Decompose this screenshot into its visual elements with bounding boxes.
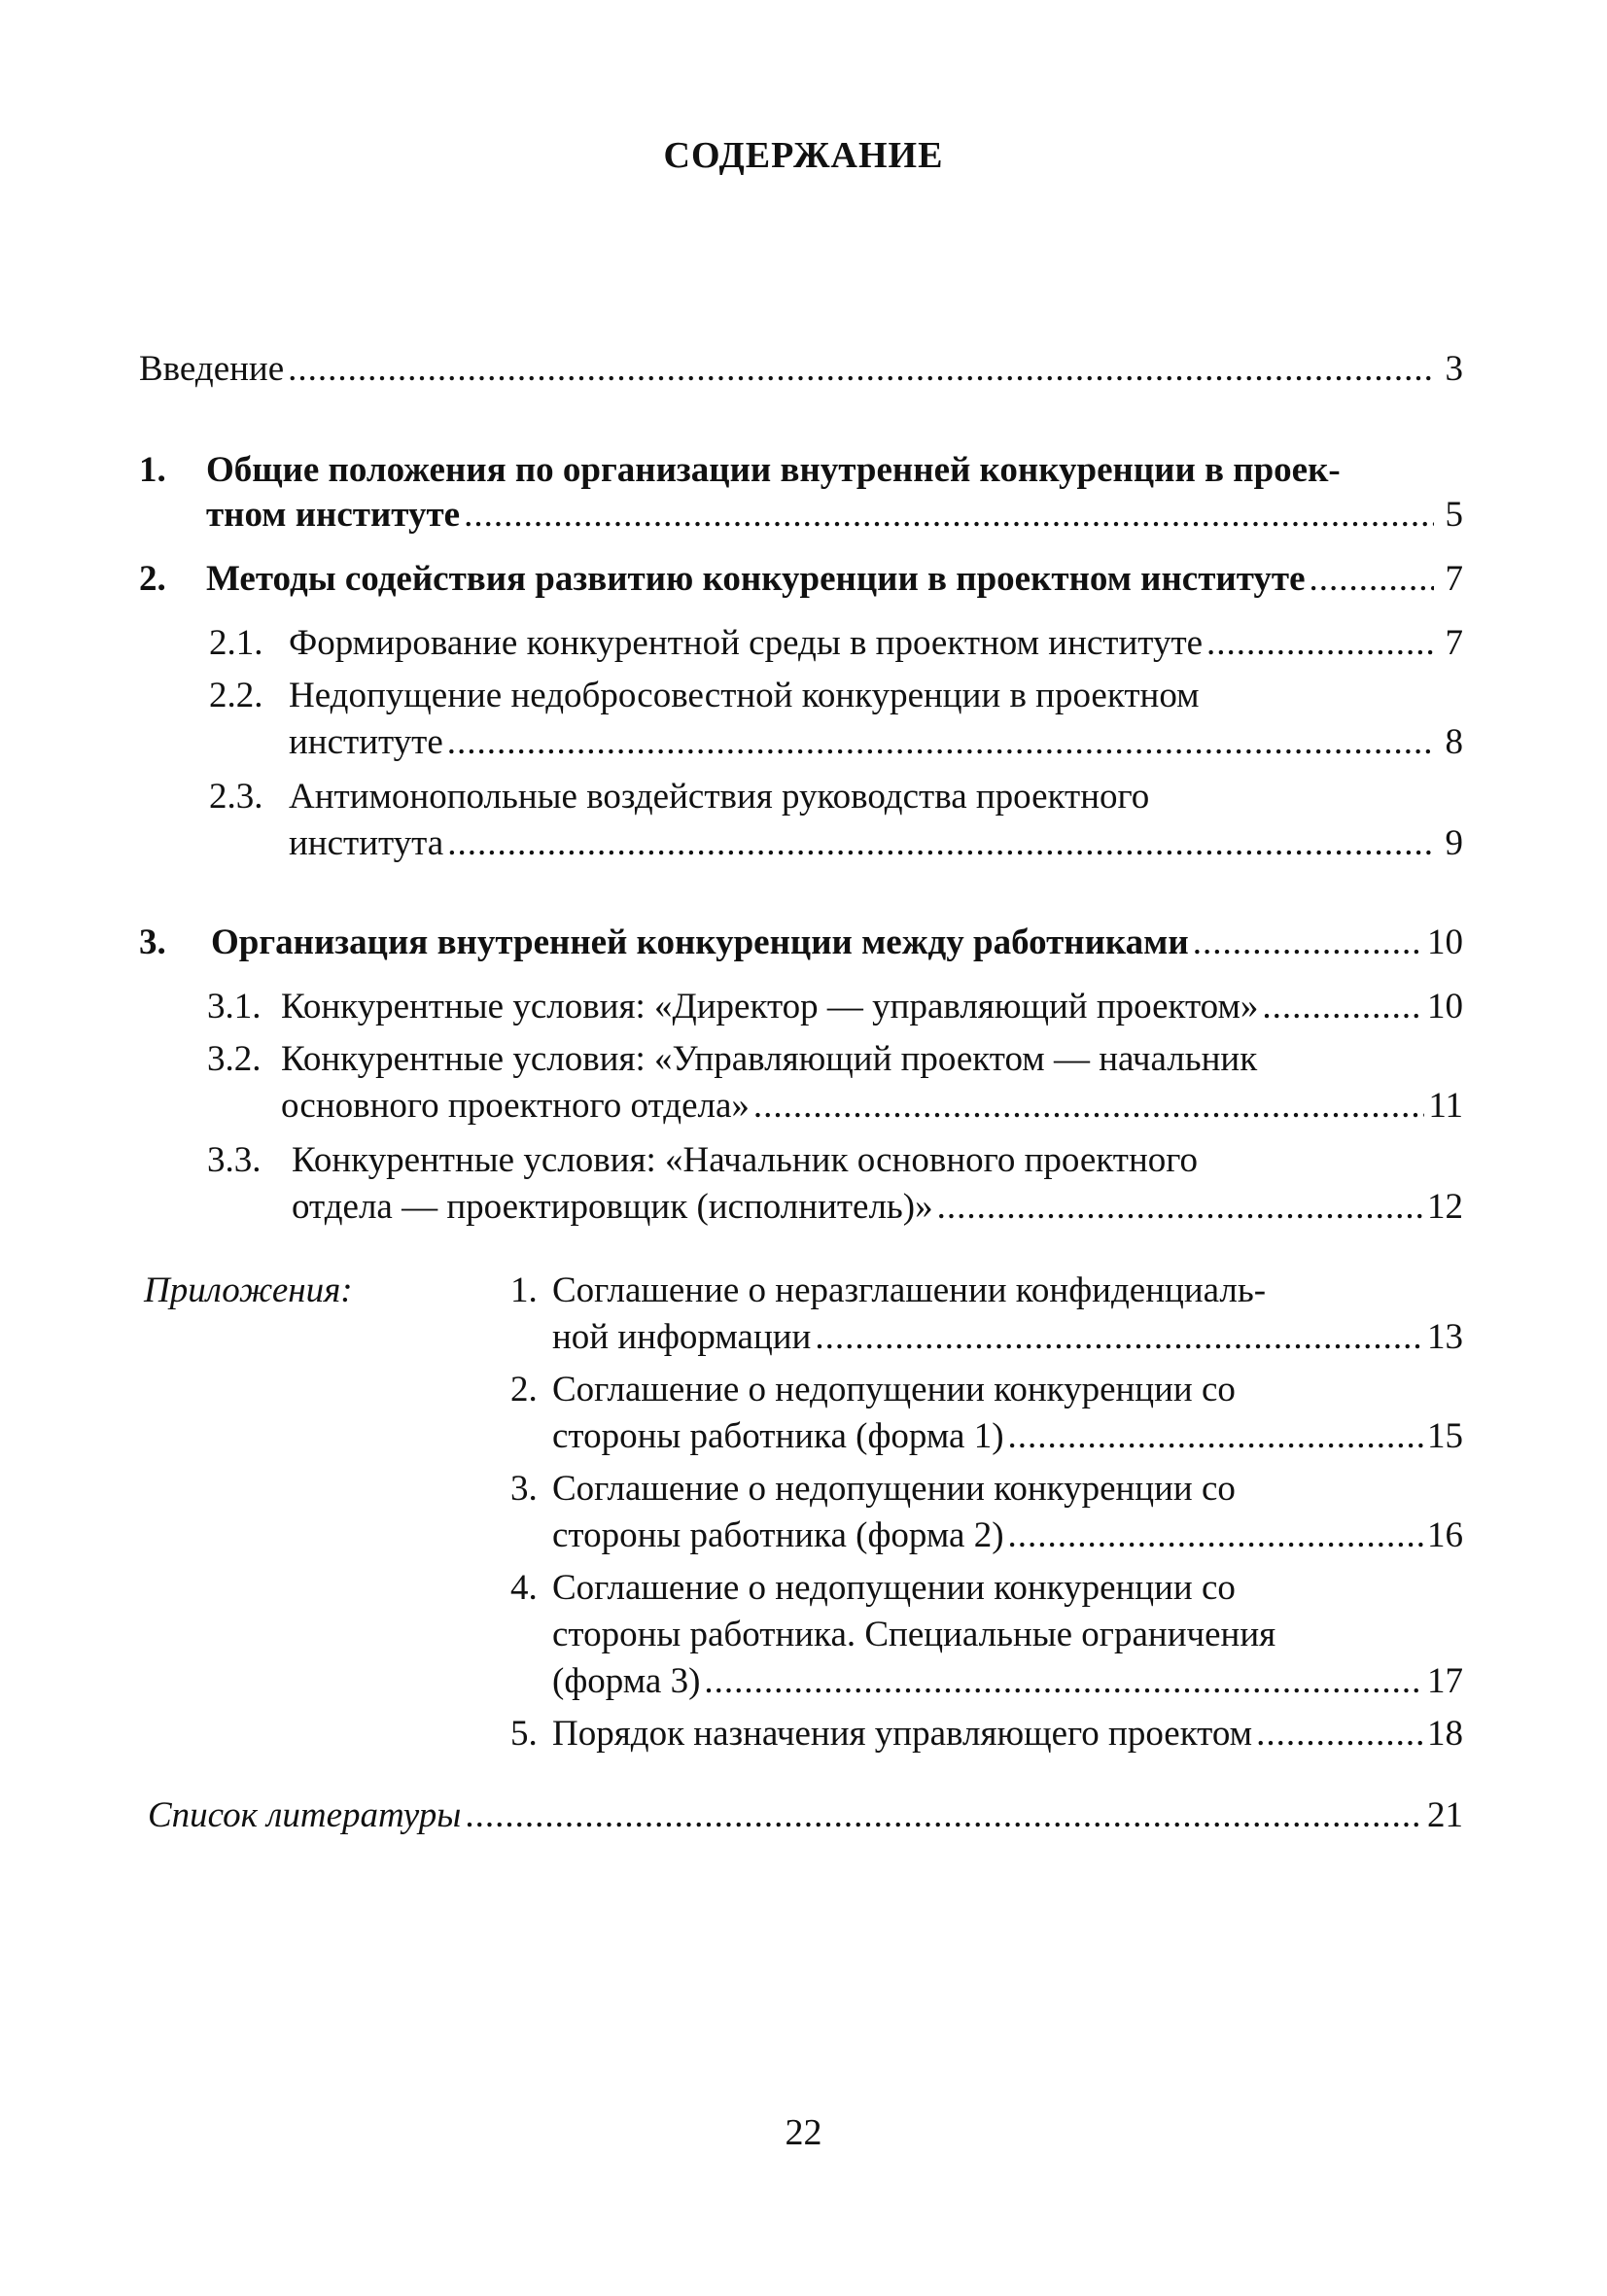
toc-entry-literature xyxy=(148,1792,1463,1839)
toc-entry-section-1 xyxy=(206,492,1463,539)
toc-entry-appendix-1 xyxy=(552,1314,1463,1361)
subsection-title-line: института xyxy=(289,823,444,863)
section-title: Методы содействия развитию конкуренции в проектном институте xyxy=(206,559,1306,599)
subsection-number: 2.2. xyxy=(209,676,263,715)
toc-entry-label: Список литературы xyxy=(148,1795,462,1835)
toc-page-number: 10 xyxy=(1427,922,1463,962)
toc-page-number: 5 xyxy=(1445,495,1463,535)
toc-entry-3-3 xyxy=(292,1184,1463,1231)
page-number: 22 xyxy=(785,2112,822,2153)
appendix-title-line: стороны работника. Специальные ограничения xyxy=(552,1615,1276,1654)
leader-dots xyxy=(1008,1413,1423,1460)
appendix-title-line: ной информации xyxy=(552,1317,812,1357)
toc-entry-section-2 xyxy=(206,556,1463,603)
appendix-title-line: Соглашение о недопущении конкуренции со xyxy=(552,1469,1236,1509)
appendix-number: 1. xyxy=(510,1270,538,1310)
appendix-title-line: Соглашение о недопущении конкуренции со xyxy=(552,1568,1236,1608)
leader-dots xyxy=(288,346,1434,393)
appendix-number: 3. xyxy=(510,1469,538,1509)
leader-dots xyxy=(704,1658,1423,1705)
subsection-title-line: институте xyxy=(289,722,443,762)
appendix-title: Порядок назначения управляющего проектом xyxy=(552,1714,1253,1754)
toc-entry-appendix-4 xyxy=(552,1658,1463,1705)
leader-dots xyxy=(937,1184,1423,1231)
leader-dots xyxy=(815,1314,1423,1361)
toc-page-number: 21 xyxy=(1427,1795,1463,1835)
leader-dots xyxy=(1193,920,1423,966)
appendix-title-line: Соглашение о неразглашении конфиденциаль- xyxy=(552,1270,1267,1310)
subsection-number: 3.3. xyxy=(207,1140,262,1180)
toc-page-number: 13 xyxy=(1427,1317,1463,1357)
toc-entry-2-3 xyxy=(289,820,1463,867)
appendices-heading: Приложения: xyxy=(144,1270,353,1310)
toc-entry-appendix-5 xyxy=(552,1711,1463,1757)
subsection-title: Формирование конкурентной среды в проектном институте xyxy=(289,623,1204,663)
subsection-number: 3.1. xyxy=(207,987,262,1026)
section-number: 3. xyxy=(139,922,166,962)
leader-dots xyxy=(1262,984,1423,1030)
section-title: Организация внутренней конкуренции между работниками xyxy=(211,922,1189,962)
subsection-title-line: отдела — проектировщик (исполнитель)» xyxy=(292,1187,933,1227)
appendix-number: 5. xyxy=(510,1714,538,1754)
toc-entry-section-3 xyxy=(211,920,1463,966)
section-title-line: тном институте xyxy=(206,495,461,535)
leader-dots xyxy=(1206,620,1434,667)
appendix-title-line: (форма 3) xyxy=(552,1661,701,1701)
section-title-line: Общие положения по организации внутренней конкуренции в проек- xyxy=(206,450,1341,490)
toc-page-number: 15 xyxy=(1427,1416,1463,1456)
subsection-title-line: основного проектного отдела» xyxy=(281,1086,750,1126)
toc-page-number: 17 xyxy=(1427,1661,1463,1701)
subsection-title-line: Конкурентные условия: «Управляющий проектом — начальник xyxy=(281,1039,1258,1079)
toc-page-number: 7 xyxy=(1445,623,1463,663)
page-title: СОДЕРЖАНИЕ xyxy=(663,135,944,176)
toc-entry-appendix-3 xyxy=(552,1513,1463,1559)
appendix-title-line: Соглашение о недопущении конкуренции со xyxy=(552,1370,1236,1409)
toc-page-number: 3 xyxy=(1445,349,1463,389)
leader-dots xyxy=(1310,556,1435,603)
leader-dots xyxy=(1008,1513,1423,1559)
subsection-number: 2.1. xyxy=(209,623,263,663)
toc-page-number: 11 xyxy=(1428,1086,1463,1126)
leader-dots xyxy=(447,719,1434,766)
appendix-number: 4. xyxy=(510,1568,538,1608)
subsection-title-line: Недопущение недобросовестной конкуренции в проектном xyxy=(289,676,1200,715)
toc-page-number: 18 xyxy=(1427,1714,1463,1754)
toc-page-number: 8 xyxy=(1445,722,1463,762)
subsection-title: Конкурентные условия: «Директор — управляющий проектом» xyxy=(281,987,1259,1026)
toc-entry-3-1 xyxy=(281,984,1463,1030)
leader-dots xyxy=(1256,1711,1423,1757)
subsection-number: 3.2. xyxy=(207,1039,262,1079)
subsection-number: 2.3. xyxy=(209,777,263,817)
appendix-number: 2. xyxy=(510,1370,538,1409)
toc-entry-2-2 xyxy=(289,719,1463,766)
toc-page-number: 12 xyxy=(1427,1187,1463,1227)
toc-page-number: 16 xyxy=(1427,1515,1463,1555)
toc-page-number: 7 xyxy=(1445,559,1463,599)
leader-dots xyxy=(753,1083,1424,1130)
section-number: 1. xyxy=(139,450,166,490)
leader-dots xyxy=(465,1792,1423,1839)
leader-dots xyxy=(464,492,1434,539)
toc-page-number: 9 xyxy=(1445,823,1463,863)
section-number: 2. xyxy=(139,559,166,599)
appendix-title-line: стороны работника (форма 1) xyxy=(552,1416,1004,1456)
toc-entry-2-1 xyxy=(289,620,1463,667)
leader-dots xyxy=(447,820,1434,867)
toc-entry-appendix-2 xyxy=(552,1413,1463,1460)
toc-entry-3-2 xyxy=(281,1083,1463,1130)
toc-entry-intro xyxy=(139,346,1463,393)
subsection-title-line: Антимонопольные воздействия руководства проектного xyxy=(289,777,1150,817)
toc-entry-label: Введение xyxy=(139,349,285,389)
appendix-title-line: стороны работника (форма 2) xyxy=(552,1515,1004,1555)
subsection-title-line: Конкурентные условия: «Начальник основного проектного xyxy=(292,1140,1199,1180)
toc-page-number: 10 xyxy=(1427,987,1463,1026)
